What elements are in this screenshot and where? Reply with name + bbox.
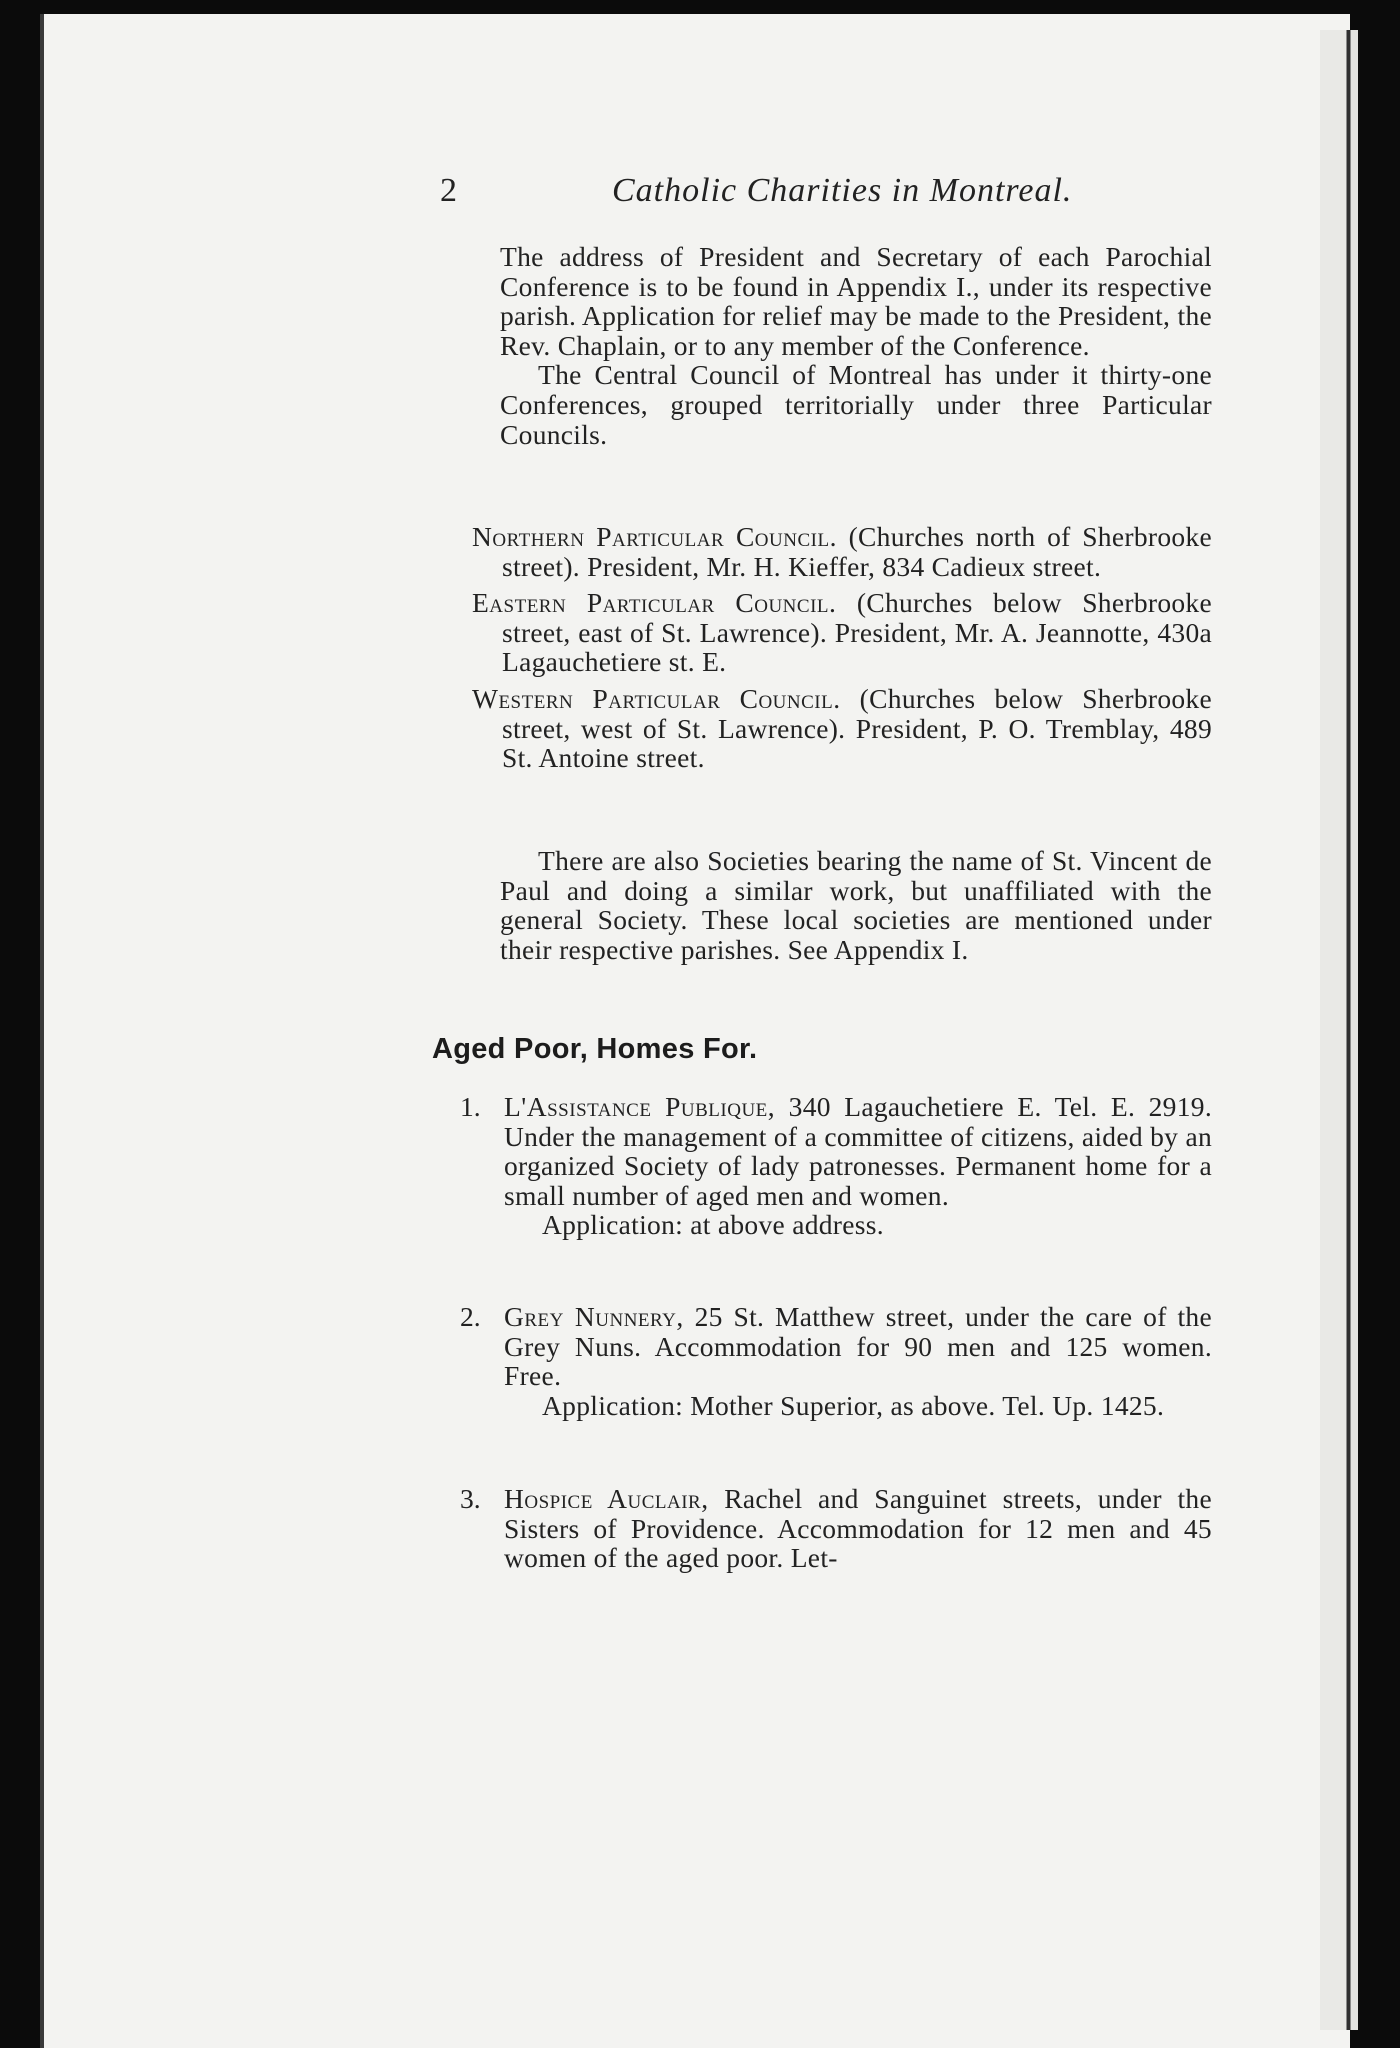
item-number: 3. <box>460 1483 481 1514</box>
running-title: Catholic Charities in Montreal. <box>612 172 1073 209</box>
item-body <box>504 1302 1212 1420</box>
page-number: 2 <box>440 172 457 209</box>
item-text: 340 Lagauchetiere E. Tel. E. 2919. Under the management of a committee of citizens, aided by an organized Society of lady patronesses. Permanent home for a small number of aged men and women. <box>504 1091 1212 1211</box>
item-name: L'Assistance Publique, <box>504 1091 776 1122</box>
council-list <box>472 522 1212 773</box>
closing-block <box>500 846 1212 964</box>
item-text: 25 St. Matthew street, under the care of the Grey Nuns. Accommodation for 90 men and 125 women. Free. <box>504 1301 1212 1392</box>
item-description <box>504 1092 1212 1210</box>
council-name: Eastern Particular Council. <box>472 587 837 619</box>
item-number: 2. <box>460 1301 481 1332</box>
intro-paragraph: The address of President and Secretary of each Parochial Conference is to be found in Appendix I., under its respective parish. Application for relief may be made to the President, the Rev. Chaplain, or to any member of the Conference. <box>500 241 1212 361</box>
council-name: Western Particular Council. <box>472 682 841 714</box>
item-body <box>504 1092 1212 1240</box>
item-name: Hospice Auclair, <box>504 1483 709 1514</box>
item-application: Application: at above address. <box>542 1209 884 1241</box>
council-text: (Churches north of Sherbrooke street). President, Mr. H. Kieffer, 834 Cadieux street. <box>502 521 1212 582</box>
item-text: Rachel and Sanguinet streets, under the Sisters of Providence. Accommodation for 12 men and 45 women of the aged poor. Let- <box>504 1483 1212 1574</box>
council-entry-eastern <box>472 588 1212 677</box>
council-text: (Churches below Sherbrooke street, east of St. Lawrence). President, Mr. A. Jeannotte, 430a Lagauchetiere st. E. <box>502 587 1212 678</box>
item-application: Application: Mother Superior, as above. Tel. Up. 1425. <box>542 1389 1165 1421</box>
item-number: 1. <box>460 1091 481 1122</box>
council-entry-western <box>472 684 1212 773</box>
intro-block <box>500 242 1212 449</box>
central-council-paragraph: The Central Council of Montreal has under it thirty-one Conferences, grouped territorially under three Particular Councils. <box>500 359 1212 450</box>
running-head <box>0 172 1400 212</box>
page-left-edge <box>40 14 44 2048</box>
page-stack-edge <box>1320 30 1358 2030</box>
item-description <box>504 1302 1212 1391</box>
council-text: (Churches below Sherbrooke street, west of St. Lawrence). President, P. O. Tremblay, 489 St. Antoine street. <box>502 682 1212 774</box>
council-entry-northern <box>472 522 1212 581</box>
council-name: Northern Particular Council. <box>472 521 837 552</box>
item-body <box>504 1484 1212 1573</box>
closing-paragraph: There are also Societies bearing the name of St. Vincent de Paul and doing a similar work, but unaffiliated with the general Society. These local societies are mentioned under their respective parishes. See Appendix I. <box>500 845 1212 965</box>
section-heading: Aged Poor, Homes For. <box>432 1033 758 1065</box>
item-description <box>504 1484 1212 1573</box>
item-name: Grey Nunnery, <box>504 1301 684 1332</box>
